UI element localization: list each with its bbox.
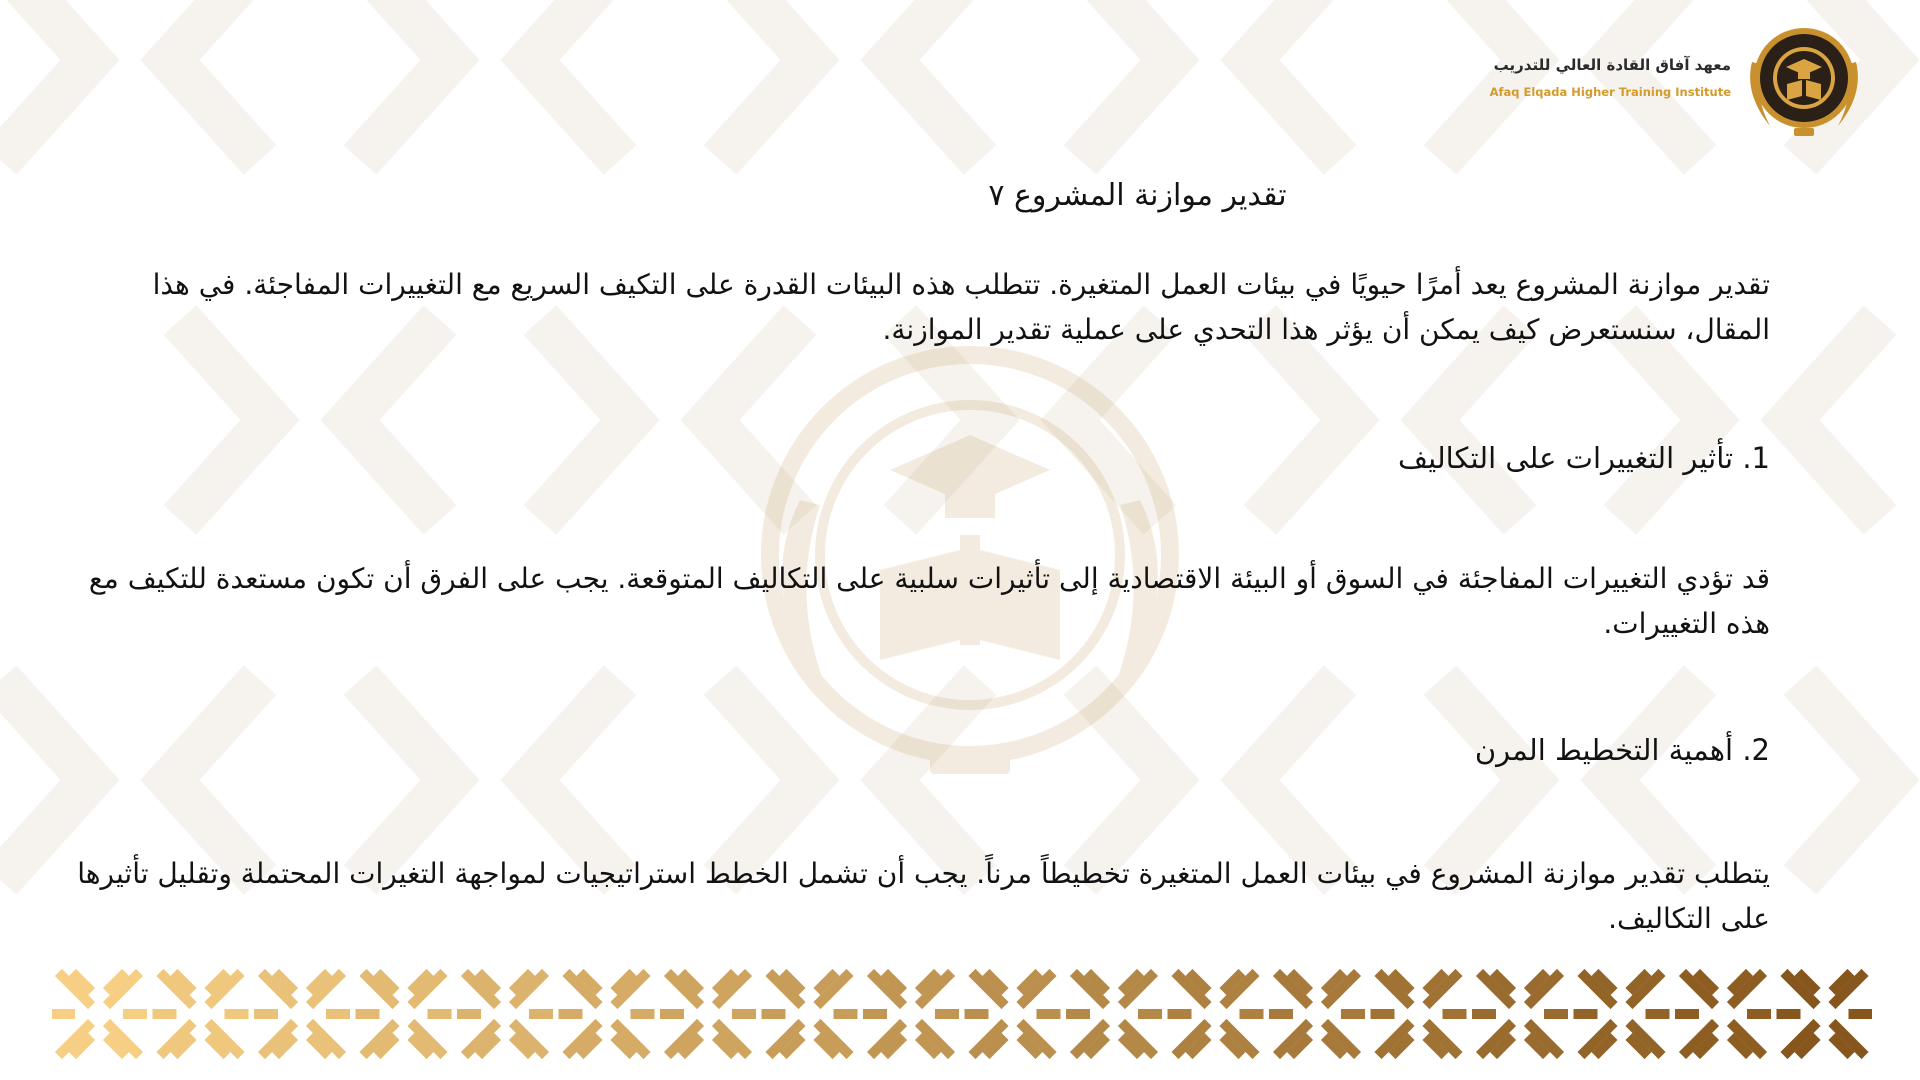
footer-x-mark bbox=[1680, 976, 1766, 1052]
footer-x-mark bbox=[158, 976, 244, 1052]
footer-x-mark bbox=[56, 976, 142, 1052]
section-heading-1: 1. تأثير التغييرات على التكاليف bbox=[1398, 441, 1770, 475]
intro-paragraph: تقدير موازنة المشروع يعد أمرًا حيويًا في بيئات العمل المتغيرة. تتطلب هذه البيئات القدرة على التكيف السريع مع التغييرات المفاجئة. في هذا المقال، سنستعرض كيف يمكن أن يؤثر هذا التحدي على عملية تقدير الموازنة. bbox=[152, 268, 1770, 346]
bg-chevron bbox=[360, 680, 450, 880]
bg-chevron bbox=[1080, 0, 1170, 160]
page-title: تقدير موازنة المشروع ٧ bbox=[988, 178, 1287, 213]
bg-chevron bbox=[0, 680, 90, 880]
bg-chevron bbox=[890, 0, 980, 160]
logo-name-arabic: معهد آفاق القادة العالي للتدريب bbox=[1493, 56, 1731, 74]
footer-x-mark bbox=[970, 976, 1056, 1052]
footer-x-mark bbox=[361, 976, 447, 1052]
institute-logo bbox=[1468, 22, 1868, 142]
footer-x-mark bbox=[1579, 976, 1665, 1052]
footer-x-mark bbox=[665, 976, 751, 1052]
footer-x-mark bbox=[1173, 976, 1259, 1052]
bg-chevron bbox=[1790, 320, 1880, 520]
footer-x-mark bbox=[868, 976, 954, 1052]
logo-text bbox=[1490, 54, 1731, 102]
logo-name-english: Afaq Elqada Higher Training Institute bbox=[1489, 85, 1731, 99]
footer-x-mark bbox=[462, 976, 548, 1052]
section-body-2: يتطلب تقدير موازنة المشروع في بيئات العمل المتغيرة تخطيطاً مرناً. يجب أن تشمل الخطط استراتيجيات لمواجهة التغيرات المحتملة وتقليل تأثيرها على التكاليف. bbox=[77, 857, 1770, 935]
bg-chevron bbox=[1800, 680, 1890, 880]
footer-x-mark bbox=[1071, 976, 1157, 1052]
footer-x-mark bbox=[767, 976, 853, 1052]
bg-chevron bbox=[530, 0, 620, 160]
section-heading-2: 2. أهمية التخطيط المرن bbox=[1474, 733, 1770, 767]
bg-chevron bbox=[170, 680, 260, 880]
bg-chevron bbox=[170, 0, 260, 160]
institute-seal-icon bbox=[1740, 22, 1868, 140]
bg-chevron bbox=[360, 0, 450, 160]
bg-chevron bbox=[1250, 680, 1340, 880]
footer-x-mark bbox=[1782, 976, 1868, 1052]
institute-seal-watermark bbox=[690, 320, 1250, 790]
footer-x-mark bbox=[1376, 976, 1462, 1052]
bg-chevron bbox=[1250, 0, 1340, 160]
footer-x-mark bbox=[1477, 976, 1563, 1052]
bg-chevron bbox=[1440, 680, 1530, 880]
footer-x-mark bbox=[564, 976, 650, 1052]
bg-chevron bbox=[1610, 680, 1700, 880]
bg-chevron bbox=[720, 0, 810, 160]
bg-chevron bbox=[0, 0, 90, 160]
footer-x-mark bbox=[1274, 976, 1360, 1052]
bg-chevron bbox=[530, 680, 620, 880]
section-body-1: قد تؤدي التغييرات المفاجئة في السوق أو البيئة الاقتصادية إلى تأثيرات سلبية على التكاليف المتوقعة. يجب على الفرق أن تكون مستعدة للتكيف مع هذه التغييرات. bbox=[88, 562, 1770, 640]
footer-x-mark bbox=[259, 976, 345, 1052]
x-pattern-border bbox=[52, 964, 1872, 1064]
